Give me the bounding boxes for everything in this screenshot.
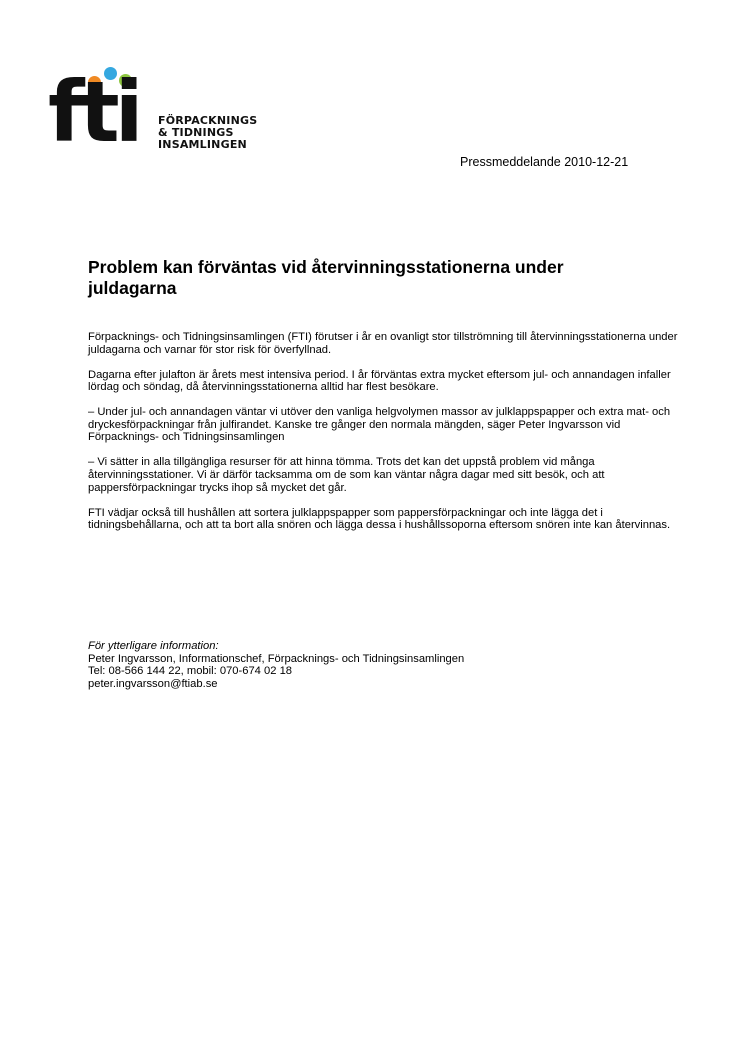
logo-mark: fti [48, 63, 139, 161]
paragraph: FTI vädjar också till hushållen att sortera julklappspapper som pappersförpackningar och inte lägga det i tidningsbehållarna, och att ta bort alla snören och lägga dessa i hushållssoporna eftersom snören inte kan återvinnas. [88, 506, 671, 532]
logo-line-2: & TIDNINGS [158, 126, 234, 139]
logo-line-3: INSAMLINGEN [158, 138, 247, 151]
contact-email[interactable]: peter.ingvarsson@ftiab.se [88, 677, 218, 690]
contact-name: Peter Ingvarsson, Informationschef, Förpacknings- och Tidningsinsamlingen [88, 652, 465, 665]
logo-line-1: FÖRPACKNINGS [158, 114, 258, 127]
paragraph: – Vi sätter in alla tillgängliga resurser för att hinna tömma. Trots det kan det uppstå problem vid många återvinningsstationer. Vi är därför tacksamma om de som kan väntar några dagar med sitt besök, och att pappersförpackningar trycks ihop så mycket det går. [88, 456, 605, 494]
press-release-date: Pressmeddelande 2010-12-21 [460, 155, 629, 169]
body-text [88, 331, 678, 544]
logo-wordmark [158, 115, 257, 151]
page-title: Problem kan förväntas vid återvinningsstationerna under juldagarna [88, 257, 564, 298]
paragraph: Dagarna efter julafton är årets mest intensiva period. I år förväntas extra mycket eftersom jul- och annandagen infaller lördag och söndag, då återvinningsstationerna alltid har flest besökare. [88, 368, 671, 394]
contact-intro: För ytterligare information: [88, 640, 219, 652]
contact-block [88, 640, 678, 690]
contact-phone: Tel: 08-566 144 22, mobil: 070-674 02 18 [88, 665, 293, 678]
paragraph: – Under jul- och annandagen väntar vi utöver den vanliga helgvolymen massor av julklappspapper och extra mat- och dryckesförpackningar från julfirandet. Kanske tre gånger den normala mängden, säger Peter Ingvarsson vid Förpacknings- och Tidningsinsamlingen [88, 406, 671, 444]
fti-logo [48, 64, 288, 164]
paragraph: Förpacknings- och Tidningsinsamlingen (FTI) förutser i år en ovanligt stor tillströmning till återvinningsstationerna under juldagarna och varnar för stor risk för överfyllnad. [88, 331, 678, 356]
